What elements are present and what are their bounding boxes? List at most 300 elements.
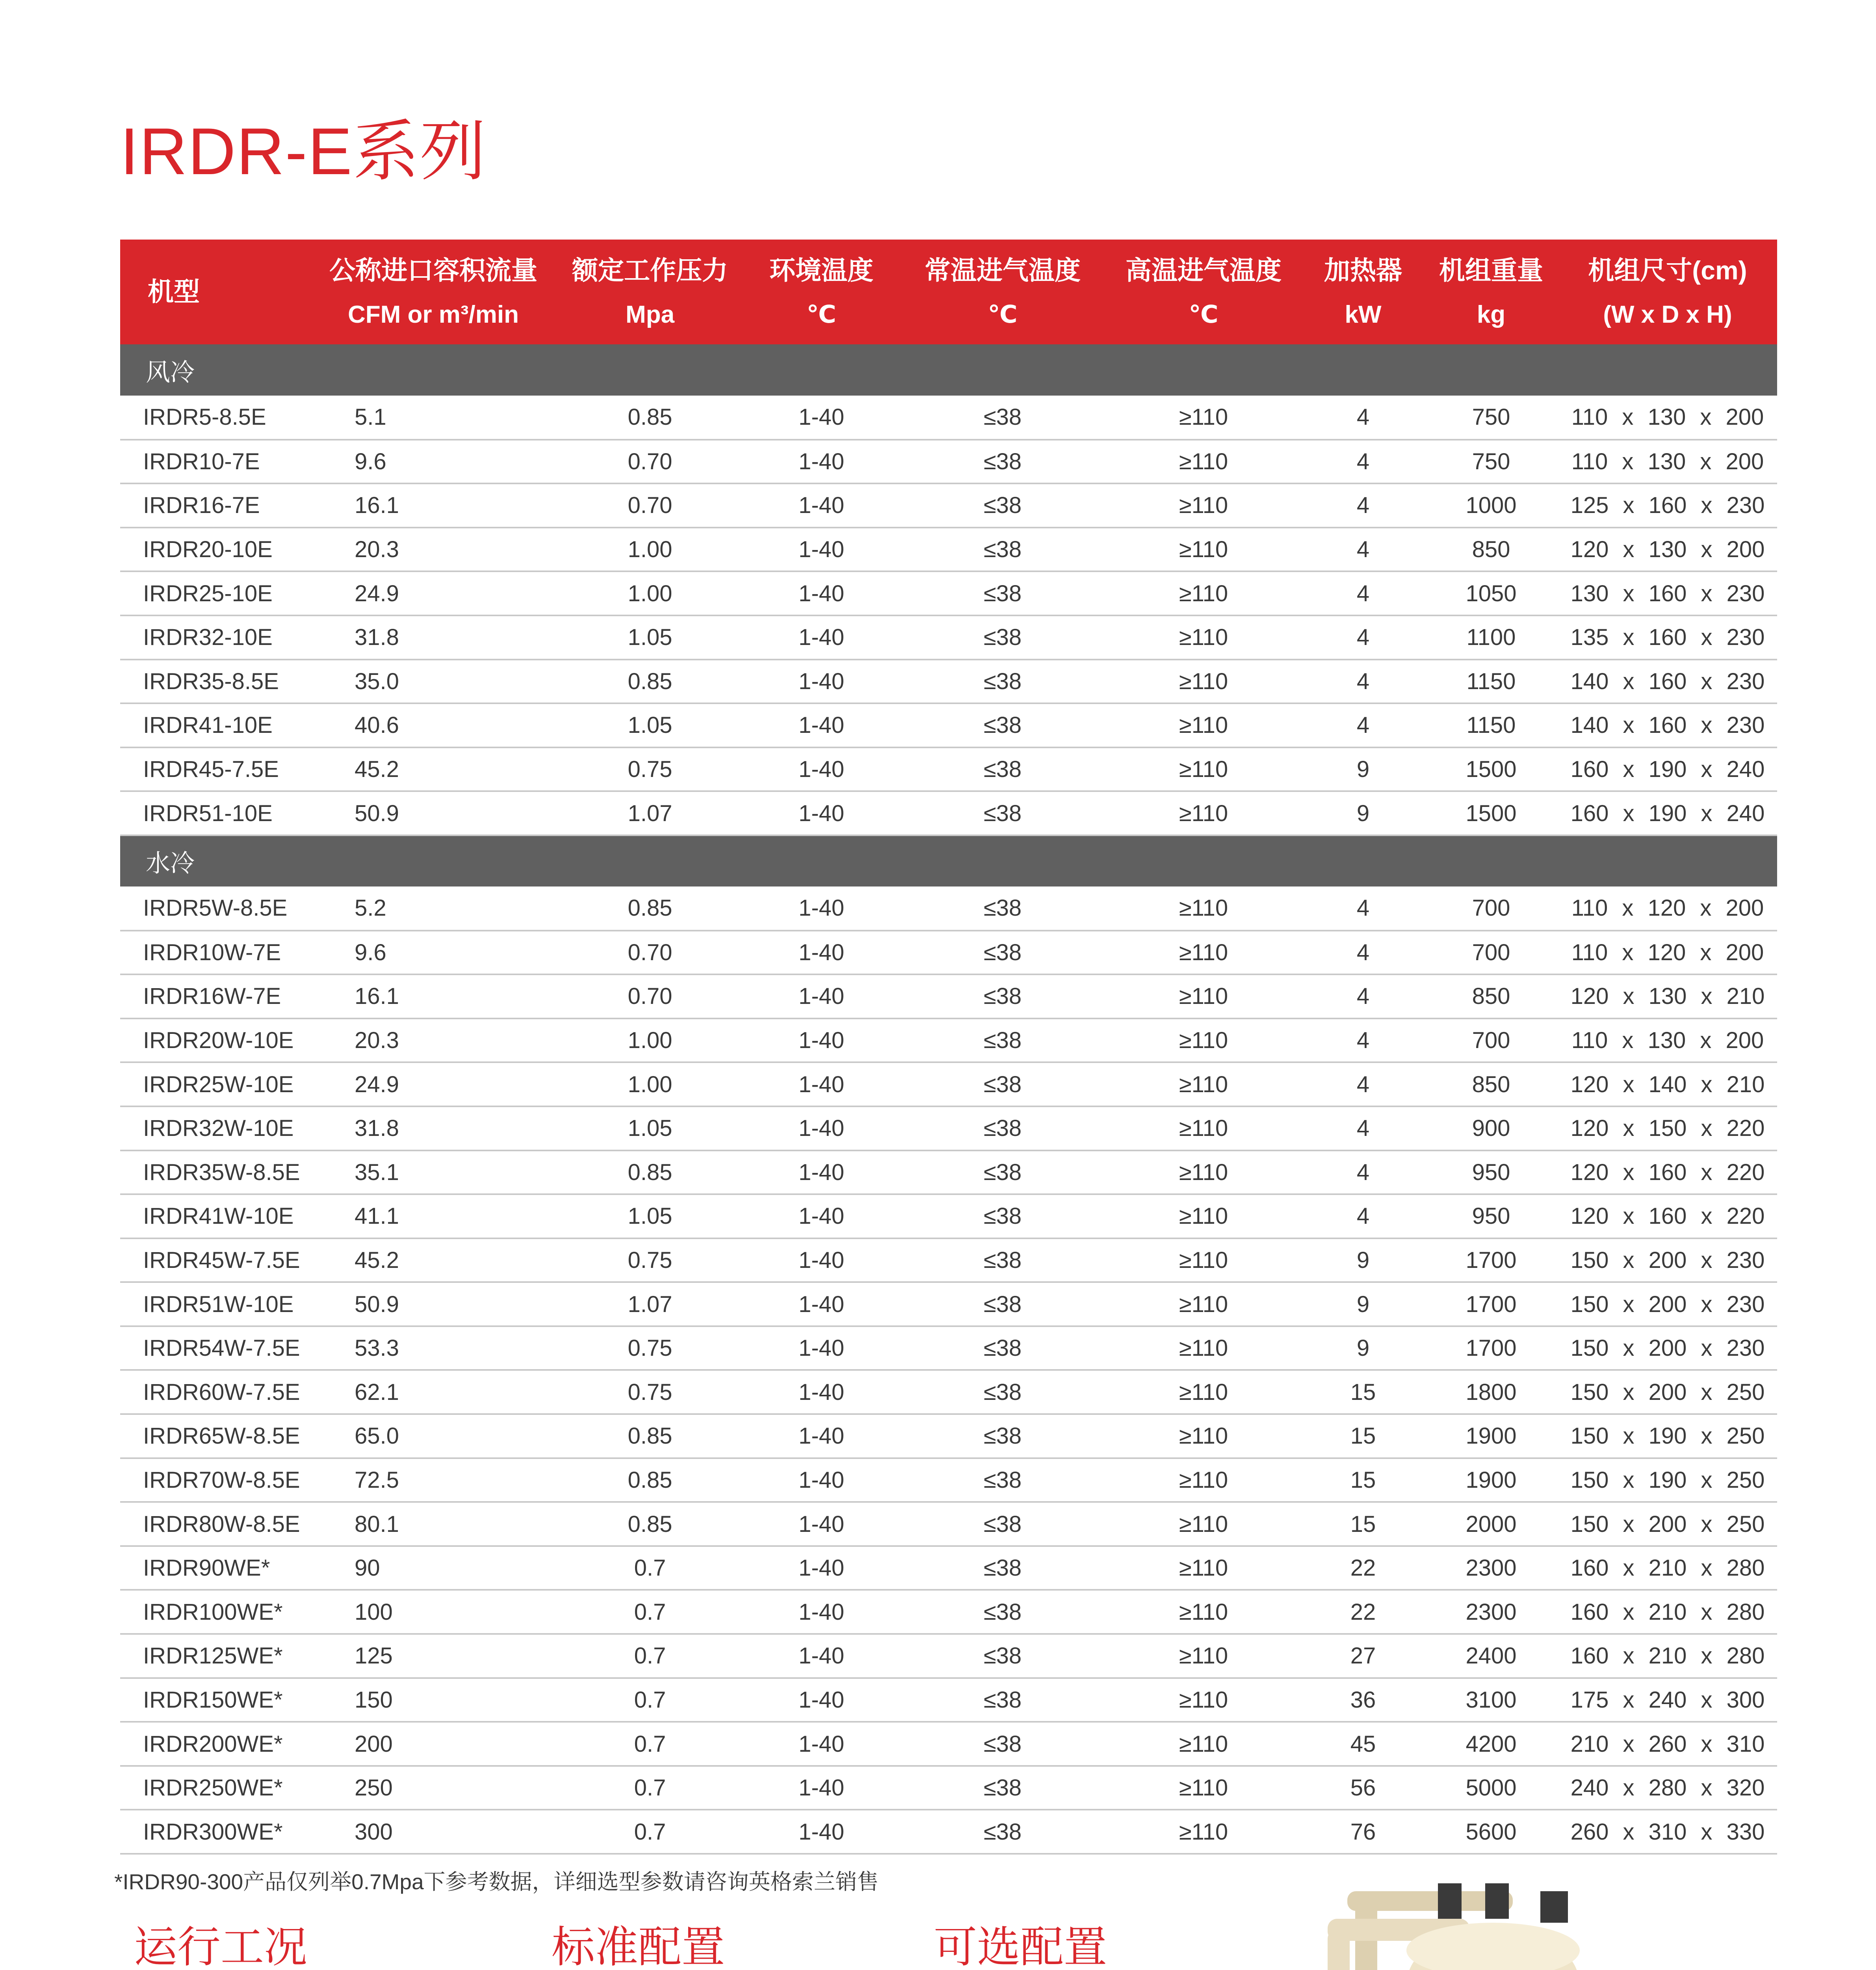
cell-flow: 80.1: [309, 1502, 557, 1546]
cell-flow: 62.1: [309, 1370, 557, 1414]
cell-high-inlet-temp: ≥110: [1105, 1194, 1302, 1238]
cell-heater: 4: [1302, 1062, 1424, 1106]
cell-weight: 1800: [1424, 1370, 1558, 1414]
table-row: [120, 1634, 1777, 1678]
cell-dimensions: 140 x 160 x 230: [1558, 703, 1777, 747]
cell-model: IRDR80W-8.5E: [120, 1502, 309, 1546]
cell-normal-inlet-temp: ≤38: [900, 886, 1105, 931]
table-row: [120, 1106, 1777, 1150]
cell-heater: 4: [1302, 1106, 1424, 1150]
table-row: [120, 1062, 1777, 1106]
cell-heater: 4: [1302, 1018, 1424, 1063]
cell-high-inlet-temp: ≥110: [1105, 483, 1302, 528]
cell-pressure: 1.00: [557, 528, 743, 572]
cell-weight: 1100: [1424, 615, 1558, 660]
cell-flow: 50.9: [309, 1282, 557, 1326]
cell-weight: 1900: [1424, 1414, 1558, 1458]
cell-model: IRDR65W-8.5E: [120, 1414, 309, 1458]
cell-ambient-temp: 1-40: [743, 1766, 900, 1810]
cell-flow: 5.1: [309, 396, 557, 440]
cell-model: IRDR150WE*: [120, 1678, 309, 1722]
table-row: [120, 1282, 1777, 1326]
section-label: 水冷: [146, 850, 195, 877]
cell-ambient-temp: 1-40: [743, 483, 900, 528]
cell-normal-inlet-temp: ≤38: [900, 1062, 1105, 1106]
cell-model: IRDR41-10E: [120, 703, 309, 747]
cell-weight: 950: [1424, 1150, 1558, 1195]
cell-heater: 15: [1302, 1414, 1424, 1458]
cell-model: IRDR20W-10E: [120, 1018, 309, 1063]
cell-normal-inlet-temp: ≤38: [900, 791, 1105, 835]
cell-dimensions: 150 x 190 x 250: [1558, 1458, 1777, 1502]
cell-heater: 27: [1302, 1634, 1424, 1678]
cell-dimensions: 135 x 160 x 230: [1558, 615, 1777, 660]
cell-heater: 4: [1302, 396, 1424, 440]
cell-model: IRDR51W-10E: [120, 1282, 309, 1326]
cell-flow: 24.9: [309, 571, 557, 615]
cell-normal-inlet-temp: ≤38: [900, 1678, 1105, 1722]
cell-normal-inlet-temp: ≤38: [900, 1150, 1105, 1195]
cell-flow: 300: [309, 1810, 557, 1854]
cell-high-inlet-temp: ≥110: [1105, 1414, 1302, 1458]
cell-flow: 9.6: [309, 440, 557, 484]
cell-normal-inlet-temp: ≤38: [900, 703, 1105, 747]
cell-weight: 1500: [1424, 791, 1558, 835]
cell-ambient-temp: 1-40: [743, 1062, 900, 1106]
cell-heater: 76: [1302, 1810, 1424, 1854]
cell-flow: 125: [309, 1634, 557, 1678]
cell-dimensions: 110 x 120 x 200: [1558, 931, 1777, 975]
cell-high-inlet-temp: ≥110: [1105, 528, 1302, 572]
cell-weight: 2300: [1424, 1590, 1558, 1634]
table-row: [120, 747, 1777, 792]
cell-normal-inlet-temp: ≤38: [900, 1194, 1105, 1238]
table-row: [120, 931, 1777, 975]
cell-heater: 4: [1302, 483, 1424, 528]
cell-model: IRDR32W-10E: [120, 1106, 309, 1150]
cell-weight: 2400: [1424, 1634, 1558, 1678]
cell-weight: 5600: [1424, 1810, 1558, 1854]
cell-ambient-temp: 1-40: [743, 1810, 900, 1854]
cell-pressure: 0.7: [557, 1766, 743, 1810]
cell-high-inlet-temp: ≥110: [1105, 931, 1302, 975]
table-row: [120, 1810, 1777, 1854]
cell-heater: 4: [1302, 1194, 1424, 1238]
table-row: [120, 1546, 1777, 1590]
cell-ambient-temp: 1-40: [743, 1106, 900, 1150]
cell-flow: 150: [309, 1678, 557, 1722]
cell-dimensions: 110 x 130 x 200: [1558, 1018, 1777, 1063]
cell-model: IRDR32-10E: [120, 615, 309, 660]
cell-heater: 15: [1302, 1370, 1424, 1414]
cell-heater: 36: [1302, 1678, 1424, 1722]
cell-weight: 1500: [1424, 747, 1558, 792]
cell-normal-inlet-temp: ≤38: [900, 747, 1105, 792]
cell-flow: 16.1: [309, 974, 557, 1018]
cell-pressure: 0.85: [557, 886, 743, 931]
cell-ambient-temp: 1-40: [743, 931, 900, 975]
cell-flow: 65.0: [309, 1414, 557, 1458]
cell-dimensions: 120 x 150 x 220: [1558, 1106, 1777, 1150]
cell-pressure: 0.75: [557, 1370, 743, 1414]
header-flow: 公称进口容积流量 CFM or m³/min: [329, 256, 537, 328]
cell-pressure: 0.7: [557, 1546, 743, 1590]
cell-heater: 56: [1302, 1766, 1424, 1810]
cell-weight: 750: [1424, 396, 1558, 440]
table-row: [120, 886, 1777, 931]
cell-normal-inlet-temp: ≤38: [900, 440, 1105, 484]
cell-weight: 700: [1424, 886, 1558, 931]
cell-weight: 950: [1424, 1194, 1558, 1238]
cell-normal-inlet-temp: ≤38: [900, 483, 1105, 528]
cell-flow: 200: [309, 1722, 557, 1766]
cell-model: IRDR300WE*: [120, 1810, 309, 1854]
cell-model: IRDR51-10E: [120, 791, 309, 835]
cell-ambient-temp: 1-40: [743, 1634, 900, 1678]
cell-dimensions: 150 x 190 x 250: [1558, 1414, 1777, 1458]
table-row: [120, 1458, 1777, 1502]
cell-dimensions: 150 x 200 x 250: [1558, 1370, 1777, 1414]
cell-normal-inlet-temp: ≤38: [900, 1722, 1105, 1766]
cell-heater: 9: [1302, 747, 1424, 792]
cell-high-inlet-temp: ≥110: [1105, 1634, 1302, 1678]
cell-flow: 35.1: [309, 1150, 557, 1195]
cell-ambient-temp: 1-40: [743, 1018, 900, 1063]
cell-high-inlet-temp: ≥110: [1105, 615, 1302, 660]
cell-pressure: 0.70: [557, 483, 743, 528]
cell-model: IRDR25-10E: [120, 571, 309, 615]
cell-normal-inlet-temp: ≤38: [900, 1458, 1105, 1502]
cell-dimensions: 150 x 200 x 230: [1558, 1238, 1777, 1282]
table-header-row: [120, 240, 1777, 344]
table-row: [120, 1326, 1777, 1370]
cell-pressure: 1.05: [557, 1106, 743, 1150]
cell-high-inlet-temp: ≥110: [1105, 1502, 1302, 1546]
cell-flow: 40.6: [309, 703, 557, 747]
cell-pressure: 0.70: [557, 974, 743, 1018]
table-row: [120, 1766, 1777, 1810]
cell-flow: 31.8: [309, 1106, 557, 1150]
cell-weight: 2000: [1424, 1502, 1558, 1546]
cell-model: IRDR200WE*: [120, 1722, 309, 1766]
cell-ambient-temp: 1-40: [743, 1150, 900, 1195]
cell-dimensions: 150 x 200 x 230: [1558, 1282, 1777, 1326]
cell-high-inlet-temp: ≥110: [1105, 1326, 1302, 1370]
header-high-inlet-temp: 高温进气温度 ℃: [1126, 256, 1282, 328]
cell-flow: 16.1: [309, 483, 557, 528]
cell-high-inlet-temp: ≥110: [1105, 1590, 1302, 1634]
footnote: *IRDR90-300产品仅列举0.7Mpa下参考数据，详细选型参数请咨询英格索兰销售: [114, 1870, 879, 1894]
cell-flow: 45.2: [309, 1238, 557, 1282]
cell-ambient-temp: 1-40: [743, 747, 900, 792]
table-row: [120, 1502, 1777, 1546]
table-row: [120, 1414, 1777, 1458]
cell-flow: 24.9: [309, 1062, 557, 1106]
cell-ambient-temp: 1-40: [743, 703, 900, 747]
standard-configuration: [552, 1923, 871, 1970]
cell-flow: 100: [309, 1590, 557, 1634]
cell-pressure: 0.85: [557, 1458, 743, 1502]
cell-weight: 1700: [1424, 1282, 1558, 1326]
cell-normal-inlet-temp: ≤38: [900, 1634, 1105, 1678]
cell-weight: 5000: [1424, 1766, 1558, 1810]
cell-heater: 9: [1302, 1326, 1424, 1370]
cell-dimensions: 175 x 240 x 300: [1558, 1678, 1777, 1722]
cell-model: IRDR70W-8.5E: [120, 1458, 309, 1502]
operating-title: 运行工况: [134, 1923, 307, 1970]
cell-normal-inlet-temp: ≤38: [900, 1326, 1105, 1370]
cell-ambient-temp: 1-40: [743, 396, 900, 440]
cell-ambient-temp: 1-40: [743, 1678, 900, 1722]
cell-heater: 22: [1302, 1546, 1424, 1590]
table-body: [120, 344, 1777, 1854]
dryer-product-image: [1288, 1883, 1781, 1970]
cell-high-inlet-temp: ≥110: [1105, 1722, 1302, 1766]
cell-weight: 750: [1424, 440, 1558, 484]
cell-dimensions: 130 x 160 x 230: [1558, 571, 1777, 615]
cell-flow: 35.0: [309, 660, 557, 704]
cell-normal-inlet-temp: ≤38: [900, 571, 1105, 615]
table-row: [120, 791, 1777, 835]
cell-dimensions: 140 x 160 x 230: [1558, 660, 1777, 704]
cell-normal-inlet-temp: ≤38: [900, 931, 1105, 975]
cell-model: IRDR10-7E: [120, 440, 309, 484]
cell-flow: 20.3: [309, 528, 557, 572]
cell-weight: 4200: [1424, 1722, 1558, 1766]
cell-high-inlet-temp: ≥110: [1105, 1678, 1302, 1722]
cell-pressure: 0.75: [557, 1238, 743, 1282]
cell-high-inlet-temp: ≥110: [1105, 1766, 1302, 1810]
cell-high-inlet-temp: ≥110: [1105, 974, 1302, 1018]
cell-dimensions: 120 x 140 x 210: [1558, 1062, 1777, 1106]
cell-model: IRDR35W-8.5E: [120, 1150, 309, 1195]
header-model: 机型: [148, 277, 200, 307]
cell-pressure: 0.7: [557, 1678, 743, 1722]
cell-heater: 45: [1302, 1722, 1424, 1766]
cell-ambient-temp: 1-40: [743, 1590, 900, 1634]
cell-weight: 3100: [1424, 1678, 1558, 1722]
cell-heater: 4: [1302, 703, 1424, 747]
cell-heater: 9: [1302, 1238, 1424, 1282]
cell-normal-inlet-temp: ≤38: [900, 1106, 1105, 1150]
cell-high-inlet-temp: ≥110: [1105, 1282, 1302, 1326]
cell-ambient-temp: 1-40: [743, 1282, 900, 1326]
cell-heater: 4: [1302, 571, 1424, 615]
cell-heater: 4: [1302, 1150, 1424, 1195]
cell-ambient-temp: 1-40: [743, 791, 900, 835]
cell-pressure: 0.7: [557, 1590, 743, 1634]
table-row: [120, 528, 1777, 572]
operating-conditions: [134, 1923, 478, 1970]
cell-high-inlet-temp: ≥110: [1105, 1238, 1302, 1282]
cell-ambient-temp: 1-40: [743, 1238, 900, 1282]
cell-heater: 22: [1302, 1590, 1424, 1634]
cell-flow: 250: [309, 1766, 557, 1810]
cell-high-inlet-temp: ≥110: [1105, 1150, 1302, 1195]
cell-ambient-temp: 1-40: [743, 1546, 900, 1590]
header-dimensions: 机组尺寸(cm) (W x D x H): [1588, 256, 1747, 328]
cell-pressure: 0.70: [557, 440, 743, 484]
cell-ambient-temp: 1-40: [743, 1502, 900, 1546]
cell-model: IRDR35-8.5E: [120, 660, 309, 704]
cell-model: IRDR125WE*: [120, 1634, 309, 1678]
cell-ambient-temp: 1-40: [743, 660, 900, 704]
cell-normal-inlet-temp: ≤38: [900, 1018, 1105, 1063]
cell-pressure: 0.7: [557, 1634, 743, 1678]
cell-flow: 5.2: [309, 886, 557, 931]
table-row: [120, 483, 1777, 528]
cell-weight: 850: [1424, 974, 1558, 1018]
cell-weight: 900: [1424, 1106, 1558, 1150]
cell-weight: 1700: [1424, 1326, 1558, 1370]
header-weight: 机组重量 kg: [1439, 256, 1543, 328]
cell-weight: 2300: [1424, 1546, 1558, 1590]
cell-normal-inlet-temp: ≤38: [900, 660, 1105, 704]
cell-weight: 700: [1424, 1018, 1558, 1063]
cell-heater: 9: [1302, 1282, 1424, 1326]
cell-flow: 72.5: [309, 1458, 557, 1502]
cell-weight: 850: [1424, 1062, 1558, 1106]
cell-high-inlet-temp: ≥110: [1105, 1458, 1302, 1502]
cell-ambient-temp: 1-40: [743, 1414, 900, 1458]
cell-model: IRDR41W-10E: [120, 1194, 309, 1238]
cell-dimensions: 160 x 210 x 280: [1558, 1634, 1777, 1678]
cell-pressure: 1.05: [557, 703, 743, 747]
cell-dimensions: 120 x 130 x 210: [1558, 974, 1777, 1018]
cell-ambient-temp: 1-40: [743, 1370, 900, 1414]
cell-flow: 41.1: [309, 1194, 557, 1238]
cell-dimensions: 160 x 190 x 240: [1558, 791, 1777, 835]
header-normal-inlet-temp: 常温进气温度 ℃: [925, 256, 1081, 328]
table-row: [120, 703, 1777, 747]
cell-high-inlet-temp: ≥110: [1105, 703, 1302, 747]
cell-pressure: 0.75: [557, 1326, 743, 1370]
cell-high-inlet-temp: ≥110: [1105, 1546, 1302, 1590]
cell-normal-inlet-temp: ≤38: [900, 1502, 1105, 1546]
cell-ambient-temp: 1-40: [743, 615, 900, 660]
table-row: [120, 615, 1777, 660]
cell-high-inlet-temp: ≥110: [1105, 886, 1302, 931]
cell-dimensions: 125 x 160 x 230: [1558, 483, 1777, 528]
cell-normal-inlet-temp: ≤38: [900, 1590, 1105, 1634]
cell-dimensions: 120 x 130 x 200: [1558, 528, 1777, 572]
cell-normal-inlet-temp: ≤38: [900, 1546, 1105, 1590]
cell-heater: 4: [1302, 660, 1424, 704]
header-heater: 加热器 kW: [1324, 256, 1402, 328]
cell-dimensions: 110 x 130 x 200: [1558, 396, 1777, 440]
cell-pressure: 0.7: [557, 1722, 743, 1766]
cell-heater: 4: [1302, 528, 1424, 572]
cell-normal-inlet-temp: ≤38: [900, 615, 1105, 660]
cell-pressure: 1.07: [557, 1282, 743, 1326]
cell-dimensions: 150 x 200 x 250: [1558, 1502, 1777, 1546]
cell-weight: 1900: [1424, 1458, 1558, 1502]
header-pressure: 额定工作压力 Mpa: [572, 256, 728, 328]
cell-normal-inlet-temp: ≤38: [900, 1766, 1105, 1810]
cell-pressure: 1.05: [557, 1194, 743, 1238]
cell-model: IRDR16W-7E: [120, 974, 309, 1018]
cell-weight: 1150: [1424, 660, 1558, 704]
table-row: [120, 1590, 1777, 1634]
table-row: [120, 571, 1777, 615]
section-label: 风冷: [146, 359, 195, 386]
table-row: [120, 440, 1777, 484]
cell-pressure: 0.85: [557, 396, 743, 440]
cell-normal-inlet-temp: ≤38: [900, 1282, 1105, 1326]
cell-normal-inlet-temp: ≤38: [900, 1238, 1105, 1282]
cell-high-inlet-temp: ≥110: [1105, 791, 1302, 835]
cell-ambient-temp: 1-40: [743, 1722, 900, 1766]
cell-flow: 50.9: [309, 791, 557, 835]
cell-ambient-temp: 1-40: [743, 1194, 900, 1238]
optional-configuration: [934, 1923, 1194, 1970]
table-row: [120, 1370, 1777, 1414]
cell-pressure: 0.85: [557, 1150, 743, 1195]
cell-heater: 4: [1302, 440, 1424, 484]
table-row: [120, 974, 1777, 1018]
cell-pressure: 0.70: [557, 931, 743, 975]
cell-high-inlet-temp: ≥110: [1105, 1106, 1302, 1150]
cell-pressure: 1.00: [557, 1018, 743, 1063]
cell-pressure: 1.00: [557, 571, 743, 615]
cell-high-inlet-temp: ≥110: [1105, 396, 1302, 440]
cell-dimensions: 120 x 160 x 220: [1558, 1150, 1777, 1195]
table-row: [120, 1722, 1777, 1766]
cell-pressure: 1.05: [557, 615, 743, 660]
cell-dimensions: 150 x 200 x 230: [1558, 1326, 1777, 1370]
table-row: [120, 1238, 1777, 1282]
cell-high-inlet-temp: ≥110: [1105, 440, 1302, 484]
cell-heater: 4: [1302, 931, 1424, 975]
cell-weight: 1150: [1424, 703, 1558, 747]
cell-normal-inlet-temp: ≤38: [900, 396, 1105, 440]
cell-ambient-temp: 1-40: [743, 1458, 900, 1502]
cell-model: IRDR45W-7.5E: [120, 1238, 309, 1282]
cell-normal-inlet-temp: ≤38: [900, 1414, 1105, 1458]
cell-dimensions: 120 x 160 x 220: [1558, 1194, 1777, 1238]
cell-pressure: 0.85: [557, 660, 743, 704]
cell-dimensions: 160 x 190 x 240: [1558, 747, 1777, 792]
cell-ambient-temp: 1-40: [743, 528, 900, 572]
cell-pressure: 1.07: [557, 791, 743, 835]
cell-model: IRDR45-7.5E: [120, 747, 309, 792]
table-row: [120, 1194, 1777, 1238]
cell-heater: 9: [1302, 791, 1424, 835]
cell-dimensions: 260 x 310 x 330: [1558, 1810, 1777, 1854]
cell-high-inlet-temp: ≥110: [1105, 747, 1302, 792]
cell-normal-inlet-temp: ≤38: [900, 974, 1105, 1018]
cell-flow: 20.3: [309, 1018, 557, 1063]
cell-high-inlet-temp: ≥110: [1105, 1062, 1302, 1106]
table-row: [120, 660, 1777, 704]
cell-dimensions: 160 x 210 x 280: [1558, 1546, 1777, 1590]
cell-model: IRDR10W-7E: [120, 931, 309, 975]
cell-model: IRDR90WE*: [120, 1546, 309, 1590]
cell-model: IRDR5W-8.5E: [120, 886, 309, 931]
cell-high-inlet-temp: ≥110: [1105, 1370, 1302, 1414]
cell-weight: 1000: [1424, 483, 1558, 528]
cell-dimensions: 110 x 120 x 200: [1558, 886, 1777, 931]
cell-ambient-temp: 1-40: [743, 571, 900, 615]
cell-high-inlet-temp: ≥110: [1105, 1810, 1302, 1854]
cell-flow: 90: [309, 1546, 557, 1590]
standard-title: 标准配置: [552, 1923, 725, 1970]
cell-pressure: 0.85: [557, 1502, 743, 1546]
cell-flow: 45.2: [309, 747, 557, 792]
cell-model: IRDR100WE*: [120, 1590, 309, 1634]
cell-weight: 850: [1424, 528, 1558, 572]
cell-heater: 15: [1302, 1458, 1424, 1502]
